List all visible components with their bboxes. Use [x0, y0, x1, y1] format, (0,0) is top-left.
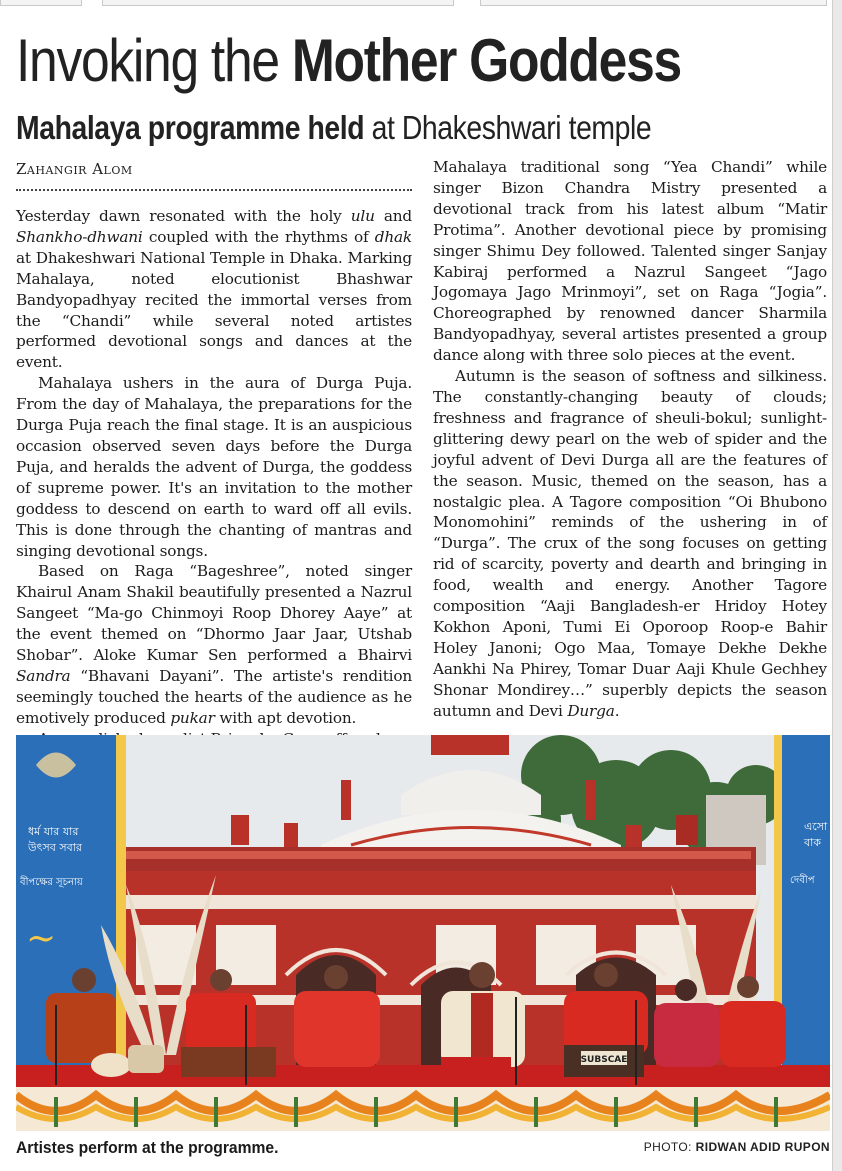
svg-text:~: ~ [26, 918, 57, 959]
headline [16, 24, 704, 98]
subhead-light: at Dhakeshwari temple [371, 109, 652, 146]
top-page-bars [0, 0, 842, 8]
dotted-rule [16, 189, 412, 191]
harmonium-label: SUBSCAE [580, 1055, 628, 1065]
paragraph-3: Based on Raga “Bageshree”, noted singer Khairul Anam Shakil beautifully presented a Nazrul Sangeet “Ma-go Chinmoyi Roop Dhorey Aaye” at the event themed on “Dhormo Jaar Jaar, Utshab Shobar”. Aloke Kumar Sen performed a Bhairvi Sandra “Bhavani Dayani”. The artiste's rendition seemingly touched the hearts of the audience as he emotively produced pukar with apt devotion. [16, 562, 412, 727]
photo-caption: Artistes perform at the programme. [16, 1138, 279, 1157]
subhead-bold: Mahalaya programme held [16, 109, 365, 146]
marigold-garlands [16, 1087, 830, 1131]
article-column-1 [16, 206, 412, 750]
paragraph-6: Autumn is the season of softness and silkiness. The constantly-changing beauty of clouds; freshness and fragrance of sheuli-bokul; sunlight-glittering dewy pearl on the web of spider and the joyful advent of Devi Durga all are the features of the season. Music, themed on the season, has a nostalgic plea. A Tagore composition “Oi Bhubono Monomohini” reminds of the ushering in of “Durga”. The crux of the song focuses on getting rid of scarcity, poverty and dearth and bringing in food, wealth and energy. Another Tagore composition “Aaji Bangladesh-er Hridoy Hotey Kokhon Aponi, Tumi Ei Oporoop Roop-e Bahir Holey Janoni; Ogo Maa, Tomaye Dekhe Dekhe Aankhi Na Phirey, Tomar Duar Aaji Khule Gechhey Shonar Mondirey…” superbly depicts the season autumn and Devi Durga. [433, 367, 827, 720]
photo-credit-name: RIDWAN ADID RUPON [695, 1140, 830, 1154]
right-banner-text-1: এসো [804, 820, 828, 833]
photo-credit-label: PHOTO: [643, 1140, 692, 1154]
headline-light: Invoking the [16, 27, 279, 94]
photo-credit [644, 1140, 830, 1154]
byline: Zahangir Alom [16, 160, 133, 178]
paragraph-1: Yesterday dawn resonated with the holy ulu and Shankho-dhwani coupled with the rhythms of dhak at Dhakeshwari National Temple in Dhaka. Marking Mahalaya, noted elocutionist Bhashwar Bandyopadhyay recited the immortal verses from the “Chandi” while several noted artistes performed devotional songs and dances at the event. [16, 207, 412, 372]
event-photo [16, 735, 830, 1131]
right-banner-text-2: বাক [804, 836, 822, 849]
subheadline [16, 106, 651, 150]
paragraph-5: Mahalaya traditional song “Yea Chandi” while singer Bizon Chandra Mistry presented a devotional track from his latest album “Matir Protima”. Another devotional piece by promising singer Shimu Dey followed. Talented singer Sanjay Kabiraj performed a Nazrul Sangeet “Jago Jogomaya Jago Mrinmoyi”, set on Raga “Jogia”. Choreographed by renowned dancer Sharmila Bandyopadhyay, several artistes presented a group dance along with three solo pieces at the event. [433, 158, 827, 365]
left-banner-text-1: ধর্ম যার যার [28, 825, 79, 838]
left-banner-text-2: উৎসব সবার [28, 841, 82, 854]
right-banner-text-3: দেবীপ [790, 875, 815, 886]
article-column-2 [433, 157, 827, 721]
page-edge-strip [832, 0, 842, 1171]
left-banner-text-3: বীপক্ষের সূচনায় [20, 877, 83, 888]
paragraph-2: Mahalaya ushers in the aura of Durga Puja. From the day of Mahalaya, the preparations for the Durga Puja reach the final stage. It is an auspicious occasion observed seven days before the Durga Puja, and heralds the advent of Durga, the goddess of supreme power. It's an invitation to the mother goddess to descend on earth to ward off all evils. This is done through the chanting of mantras and singing devotional songs. [16, 374, 412, 560]
headline-bold: Mother Goddess [291, 27, 681, 94]
